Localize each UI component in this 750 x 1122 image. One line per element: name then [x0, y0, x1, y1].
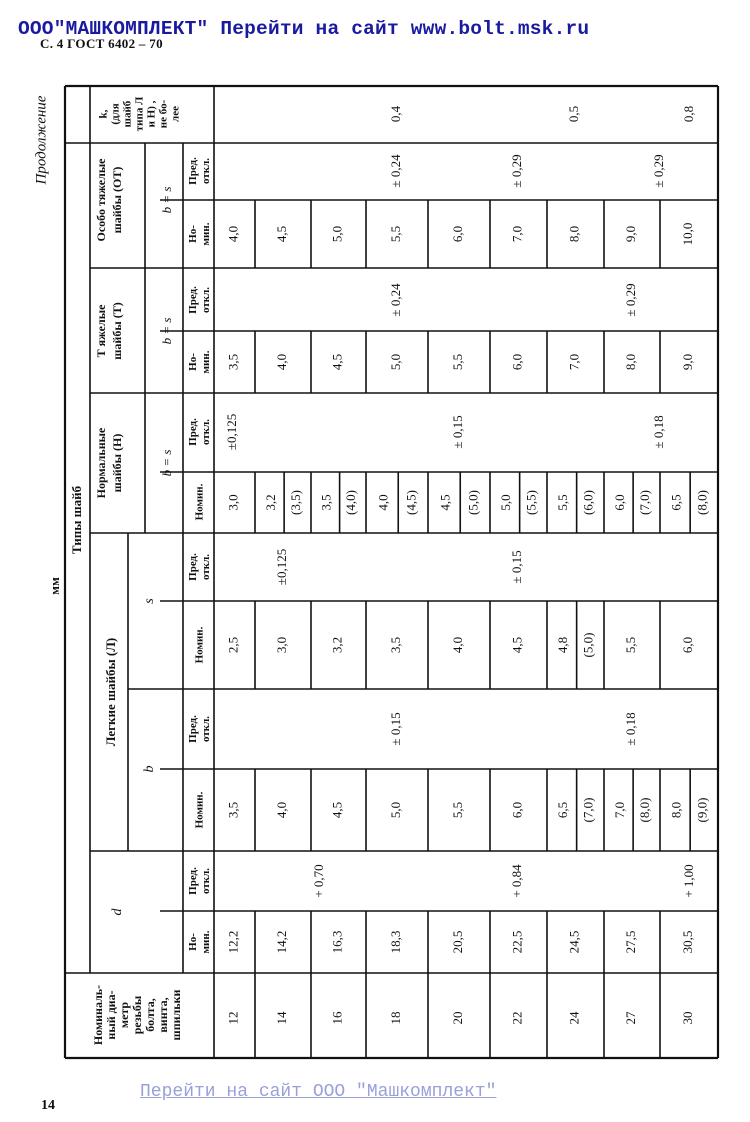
extra-heavy-nominal: 4,5	[273, 225, 289, 243]
subheader-nom: Но-	[187, 353, 200, 371]
k-value: 0,4	[387, 105, 403, 123]
lb-nom: 4,5	[329, 801, 345, 819]
light-b-tolerance: ± 0,15	[387, 712, 403, 746]
ls-nom: 5,5	[622, 636, 638, 654]
n-nom: (4,0)	[343, 490, 359, 515]
lb-nom: 8,0	[668, 801, 684, 819]
d-tolerance: + 0,84	[508, 864, 524, 898]
header-washer-types: Типы шайб	[68, 485, 84, 555]
header-d: d	[110, 908, 126, 916]
extra-heavy-tolerance: ± 0,29	[508, 154, 524, 188]
page-header: С. 4 ГОСТ 6402 – 70	[40, 36, 163, 51]
header-light-b: b	[142, 765, 158, 773]
heavy-nominal: 9,0	[679, 353, 695, 371]
nominal-size: 12	[225, 1011, 241, 1025]
header-light-s: s	[142, 598, 158, 604]
lb-nom: 5,5	[449, 801, 465, 819]
n-nom: 4,5	[437, 494, 453, 511]
n-nom: (6,0)	[580, 490, 596, 515]
page-number: 14	[41, 1098, 55, 1113]
subheader-dev: откл.	[200, 715, 213, 743]
k-value: 0,5	[565, 105, 581, 123]
nominal-size: 20	[449, 1011, 465, 1025]
lb-nom: (9,0)	[694, 797, 710, 823]
lb-nom: 3,5	[225, 801, 241, 819]
header-extra-heavy-b-eq-s: b = s	[158, 186, 174, 214]
header-k: типа Л	[133, 96, 146, 132]
d-nominal: 27,5	[622, 930, 638, 954]
d-nominal: 16,3	[329, 930, 345, 954]
heavy-tolerance: ± 0,29	[622, 283, 638, 317]
ls-nom: (5,0)	[580, 632, 596, 658]
d-nominal: 20,5	[449, 930, 465, 954]
nominal-size: 16	[329, 1011, 345, 1025]
header-extra-heavy-washers: Особо тяжелые	[93, 158, 108, 242]
extra-heavy-nominal: 10,0	[679, 222, 695, 246]
header-nominal-diameter: винта,	[155, 997, 170, 1033]
header-nominal-diameter: шпильки	[168, 989, 183, 1041]
lb-nom: 7,0	[611, 801, 627, 819]
subheader-dev: Пред.	[187, 715, 200, 743]
d-nominal: 24,5	[566, 930, 582, 954]
subheader-dev: Пред.	[187, 157, 200, 185]
d-nominal: 30,5	[679, 930, 695, 954]
d-nominal: 22,5	[509, 930, 525, 954]
header-nominal-diameter: резьбы	[129, 995, 144, 1035]
ls-nom: 3,2	[329, 636, 345, 654]
heavy-nominal: 7,0	[566, 353, 582, 371]
nominal-size: 27	[622, 1011, 638, 1025]
light-b-tolerance: ± 0,18	[622, 712, 638, 746]
heavy-nominal: 4,5	[329, 353, 345, 371]
subheader-dev: откл.	[200, 553, 213, 581]
lb-nom: 5,0	[387, 801, 403, 819]
lb-nom: (8,0)	[636, 797, 652, 823]
ls-nom: 6,0	[679, 636, 695, 654]
n-nom: (5,5)	[523, 490, 539, 515]
subheader-nom: Но-	[187, 225, 200, 243]
header-heavy-b-eq-s: b = s	[158, 317, 174, 345]
subheader-nom: мин.	[200, 350, 213, 374]
footer-site-link[interactable]: Перейти на сайт ООО "Машкомплект"	[140, 1082, 497, 1102]
lb-nom: 6,0	[509, 801, 525, 819]
n-nom: 6,0	[611, 494, 627, 511]
header-nominal-diameter: метр	[116, 1001, 131, 1029]
subheader-nom: мин.	[200, 222, 213, 246]
n-nom: (8,0)	[694, 490, 710, 515]
header-k: k,	[97, 109, 110, 119]
extra-heavy-nominal: 4,0	[225, 225, 241, 243]
lb-nom: 4,0	[273, 801, 289, 819]
subheader-dev: откл.	[200, 286, 213, 314]
header-k: шайб	[121, 100, 134, 128]
units-label: мм	[46, 577, 62, 595]
n-nom: 5,0	[498, 494, 514, 511]
subheader-dev: откл.	[200, 867, 213, 895]
nominal-size: 14	[273, 1011, 289, 1025]
extra-heavy-nominal: 5,5	[387, 225, 403, 243]
extra-heavy-nominal: 8,0	[566, 225, 582, 243]
d-tolerance: + 1,00	[680, 864, 696, 898]
subheader-dev: Пред.	[187, 867, 200, 895]
header-k: не бо-	[157, 99, 170, 129]
subheader-dev: Пред.	[187, 418, 200, 446]
subheader-dev: откл.	[200, 418, 213, 446]
ls-nom: 2,5	[225, 636, 241, 654]
header-heavy-washers: Т яжелые	[93, 304, 108, 358]
extra-heavy-nominal: 9,0	[622, 225, 638, 243]
n-nom: 6,5	[668, 494, 684, 511]
header-light-washers: Легкие шайбы (Л)	[102, 637, 118, 747]
subheader-nom: Номин.	[193, 483, 206, 521]
ls-nom: 4,8	[555, 636, 571, 654]
d-nominal: 18,3	[387, 930, 403, 954]
subheader-nom: Номин.	[193, 626, 206, 664]
header-nominal-diameter: болта,	[142, 998, 157, 1032]
subheader-dev: откл.	[200, 157, 213, 185]
n-nom: 3,5	[318, 494, 334, 511]
header-k: лее	[169, 106, 182, 122]
subheader-dev: Пред.	[187, 286, 200, 314]
heavy-nominal: 8,0	[622, 353, 638, 371]
header-normal-washers: Нормальные	[93, 427, 108, 499]
n-nom: (4,5)	[403, 490, 419, 515]
nominal-size: 18	[387, 1011, 403, 1025]
heavy-nominal: 4,0	[273, 353, 289, 371]
d-nominal: 14,2	[273, 930, 289, 954]
n-nom: (5,0)	[465, 490, 481, 515]
normal-tolerance: ± 0,15	[449, 415, 465, 449]
normal-tolerance: ± 0,18	[650, 415, 666, 449]
ls-nom: 3,0	[273, 636, 289, 654]
nominal-size: 30	[679, 1011, 695, 1025]
subheader-nom: Но-	[187, 933, 200, 951]
extra-heavy-tolerance: ± 0,24	[387, 154, 403, 188]
light-s-tolerance: ±0,125	[273, 548, 289, 586]
ls-nom: 3,5	[387, 636, 403, 654]
ls-nom: 4,0	[449, 636, 465, 654]
heavy-tolerance: ± 0,24	[387, 283, 403, 317]
d-tolerance: + 0,70	[310, 864, 326, 898]
heavy-nominal: 3,5	[225, 353, 241, 371]
extra-heavy-nominal: 5,0	[329, 225, 345, 243]
normal-tolerance: ±0,125	[223, 413, 239, 451]
site-banner-link[interactable]: ООО"МАШКОМПЛЕКТ" Перейти на сайт www.bolt.msk.ru	[18, 18, 590, 40]
heavy-nominal: 6,0	[509, 353, 525, 371]
header-k: (для	[109, 103, 122, 125]
d-nominal: 12,2	[225, 930, 241, 954]
extra-heavy-nominal: 7,0	[509, 225, 525, 243]
k-value: 0,8	[680, 105, 696, 123]
heavy-nominal: 5,5	[449, 353, 465, 371]
nominal-size: 22	[509, 1011, 525, 1025]
ls-nom: 4,5	[509, 636, 525, 654]
extra-heavy-tolerance: ± 0,29	[650, 154, 666, 188]
header-nominal-diameter: ный диа-	[103, 990, 118, 1040]
subheader-dev: Пред.	[187, 553, 200, 581]
n-nom: 5,5	[555, 494, 571, 511]
header-nominal-diameter: Номиналь-	[90, 984, 105, 1046]
heavy-nominal: 5,0	[387, 353, 403, 371]
header-k: и Н) ,	[145, 100, 158, 128]
lb-nom: 6,5	[555, 801, 571, 819]
n-nom: (7,0)	[636, 490, 652, 515]
n-nom: 3,2	[262, 494, 278, 511]
header-normal-washers: шайбы (Н)	[109, 433, 124, 493]
n-nom: 4,0	[375, 494, 391, 511]
light-s-tolerance: ± 0,15	[508, 550, 524, 584]
n-nom: (3,5)	[287, 490, 303, 515]
n-nom: 3,0	[225, 494, 241, 511]
nominal-size: 24	[566, 1011, 582, 1025]
header-normal-b-eq-s: b = s	[158, 449, 174, 477]
lb-nom: (7,0)	[580, 797, 596, 823]
subheader-nom: мин.	[200, 930, 213, 954]
header-extra-heavy-washers: шайбы (ОТ)	[109, 166, 124, 234]
continuation-label: Продолжение	[33, 95, 50, 185]
header-heavy-washers: шайбы (Т)	[109, 302, 124, 360]
subheader-nom: Номин.	[193, 791, 206, 829]
extra-heavy-nominal: 6,0	[449, 225, 465, 243]
